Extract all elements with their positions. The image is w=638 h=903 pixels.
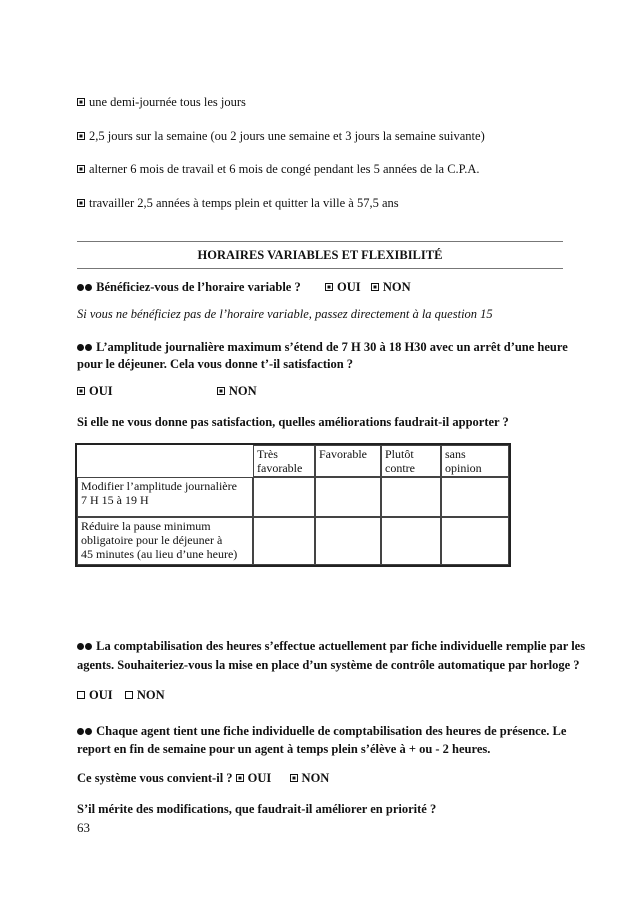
fiche-answers xyxy=(77,771,329,786)
improvements-table xyxy=(75,443,511,567)
option-demi-journee[interactable] xyxy=(77,95,246,110)
fiche-followup: S’il mérite des modifications, que faudrait-il améliorer en priorité ? xyxy=(77,802,437,816)
table-row-label: Modifier l’amplitude journalière 7 H 15 à 19 H xyxy=(77,477,253,517)
checkbox-non[interactable] xyxy=(371,283,379,291)
question-amplitude-line2: pour le déjeuner. Cela vous donne t’-il satisfaction ? xyxy=(77,357,354,371)
table-cell-tres-favorable[interactable] xyxy=(253,517,315,565)
non-label: NON xyxy=(228,384,257,398)
question-amplitude-line1 xyxy=(77,340,568,355)
question-number-icon xyxy=(77,344,84,351)
question-fiche-line2: report en fin de semaine pour un agent à temps plein s’élève à + ou - 2 heures. xyxy=(77,742,491,756)
page-number: 63 xyxy=(77,820,90,835)
table-cell-plutot-contre[interactable] xyxy=(381,477,441,517)
checkbox-non[interactable] xyxy=(217,387,225,395)
checkbox-non[interactable] xyxy=(125,691,133,699)
table-header-plutot-contre: Plutôt contre xyxy=(381,445,441,477)
checkbox-icon[interactable] xyxy=(77,98,85,106)
table-header-sans-opinion: sans opinion xyxy=(441,445,509,477)
table-cell-sans-opinion[interactable] xyxy=(441,517,509,565)
question-text: Chaque agent tient une fiche individuelle de comptabilisation des heures de présence. Le xyxy=(96,724,567,738)
option-alterner[interactable] xyxy=(77,162,480,177)
checkbox-icon[interactable] xyxy=(77,199,85,207)
table-cell-tres-favorable[interactable] xyxy=(253,477,315,517)
non-label: NON xyxy=(301,771,330,785)
section-title: HORAIRES VARIABLES ET FLEXIBILITÉ xyxy=(197,248,443,262)
question-comptabilisation-line2: agents. Souhaiteriez-vous la mise en place d’un système de contrôle automatique par horloge ? xyxy=(77,658,580,672)
amplitude-followup: Si elle ne vous donne pas satisfaction, quelles améliorations faudrait-il apporter ? xyxy=(77,415,509,429)
question-number-icon xyxy=(77,284,84,291)
table-cell-favorable[interactable] xyxy=(315,477,381,517)
option-label: 2,5 jours sur la semaine (ou 2 jours une semaine et 3 jours la semaine suivante) xyxy=(89,129,485,143)
question-text: La comptabilisation des heures s’effectue actuellement par fiche individuelle remplie par les xyxy=(96,639,586,653)
checkbox-icon[interactable] xyxy=(77,165,85,173)
table-row xyxy=(77,477,509,517)
question-comptabilisation-line1 xyxy=(77,639,585,654)
table-cell-sans-opinion[interactable] xyxy=(441,477,509,517)
table-header-favorable: Favorable xyxy=(315,445,381,477)
option-label: travailler 2,5 années à temps plein et quitter la ville à 57,5 ans xyxy=(89,196,399,210)
question-text: L’amplitude journalière maximum s’étend de 7 H 30 à 18 H30 avec un arrêt d’une heure xyxy=(96,340,568,354)
table-header-row xyxy=(77,445,509,477)
question-fiche-line1 xyxy=(77,724,566,739)
question-number-icon xyxy=(85,344,92,351)
checkbox-oui[interactable] xyxy=(77,691,85,699)
option-label: alterner 6 mois de travail et 6 mois de congé pendant les 5 années de la C.P.A. xyxy=(89,162,480,176)
checkbox-oui[interactable] xyxy=(236,774,244,782)
oui-label: OUI xyxy=(247,771,272,785)
table-row xyxy=(77,517,509,565)
oui-label: OUI xyxy=(336,280,361,294)
checkbox-oui[interactable] xyxy=(77,387,85,395)
table-cell-plutot-contre[interactable] xyxy=(381,517,441,565)
question-horaire-variable xyxy=(77,280,411,295)
option-2-5-jours[interactable] xyxy=(77,129,485,144)
table-row-label: Réduire la pause minimum obligatoire pour le déjeuner à 45 minutes (au lieu d’une heure) xyxy=(77,517,253,565)
question-number-icon xyxy=(77,643,84,650)
table-cell-favorable[interactable] xyxy=(315,517,381,565)
comptabilisation-answers xyxy=(77,688,165,703)
question-number-icon xyxy=(85,284,92,291)
amplitude-answers xyxy=(77,384,257,399)
checkbox-oui[interactable] xyxy=(325,283,333,291)
fiche-question: Ce système vous convient-il ? xyxy=(77,771,233,785)
skip-note: Si vous ne bénéficiez pas de l’horaire variable, passez directement à la question 15 xyxy=(77,307,493,321)
non-label: NON xyxy=(136,688,165,702)
checkbox-icon[interactable] xyxy=(77,132,85,140)
table-header-empty xyxy=(77,445,253,477)
table-header-tres-favorable: Très favorable xyxy=(253,445,315,477)
section-rule-top xyxy=(77,241,563,242)
section-rule-bottom xyxy=(77,268,563,269)
checkbox-non[interactable] xyxy=(290,774,298,782)
question-number-icon xyxy=(77,728,84,735)
question-text: Bénéficiez-vous de l’horaire variable ? xyxy=(96,280,301,294)
question-number-icon xyxy=(85,728,92,735)
oui-label: OUI xyxy=(89,688,113,702)
question-number-icon xyxy=(85,643,92,650)
option-label: une demi-journée tous les jours xyxy=(89,95,246,109)
option-travailler[interactable] xyxy=(77,196,399,211)
non-label: NON xyxy=(382,280,411,294)
oui-label: OUI xyxy=(89,384,113,398)
